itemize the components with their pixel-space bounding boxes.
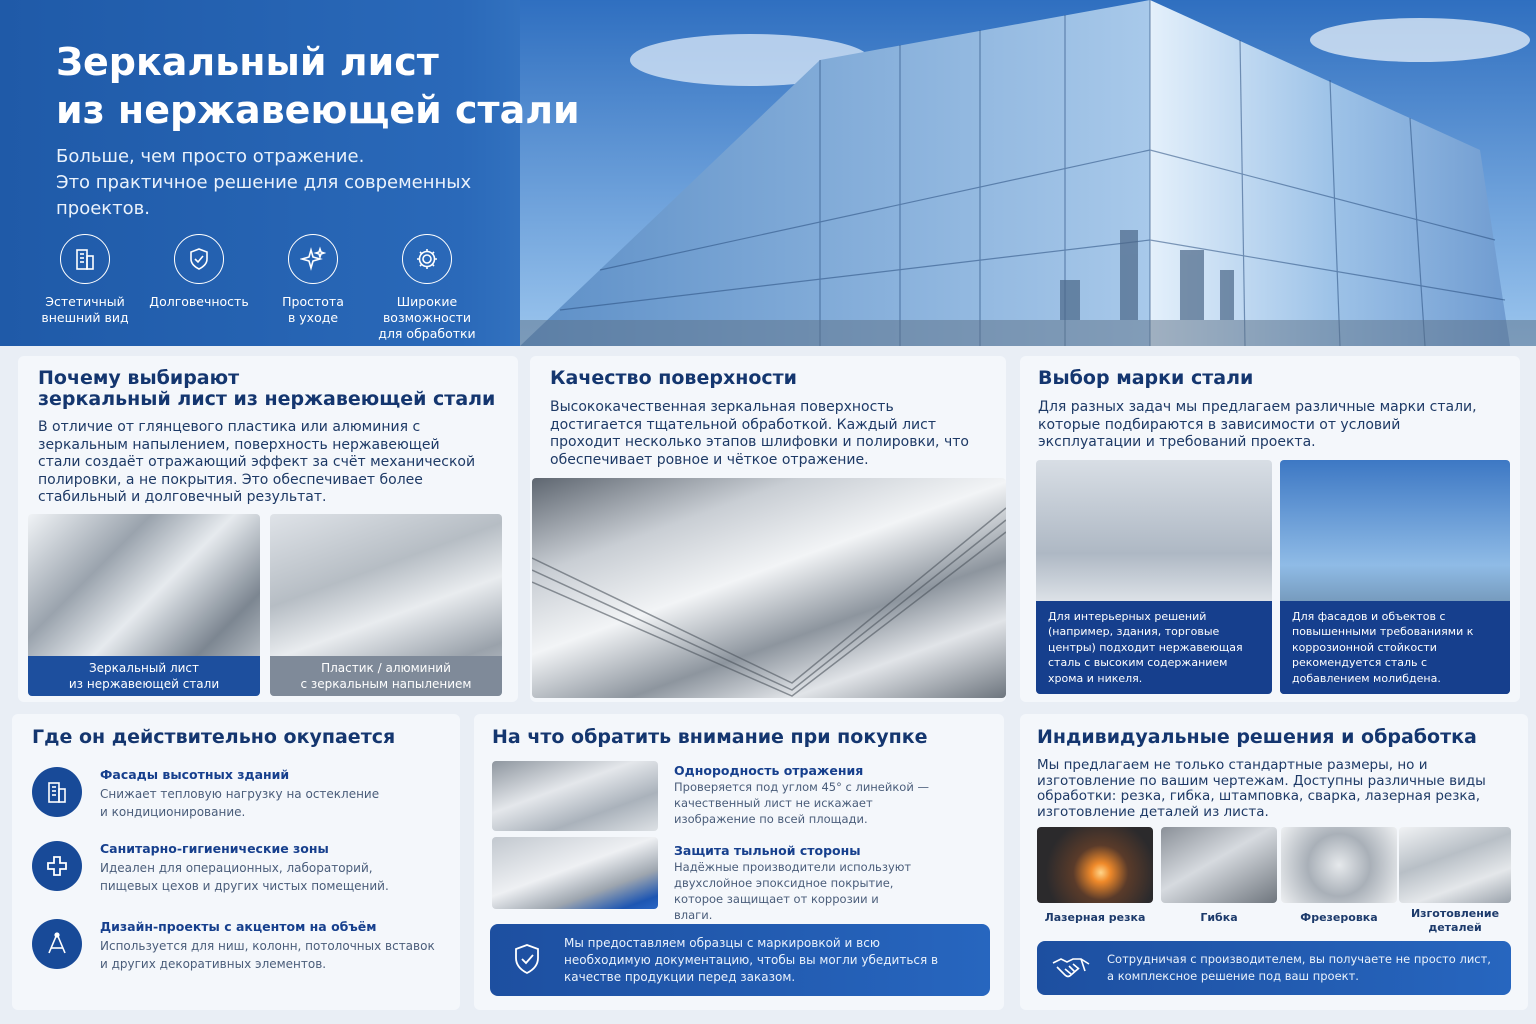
- handshake-icon: [1051, 953, 1091, 988]
- building-icon: [32, 767, 82, 817]
- building-icon: [60, 234, 110, 284]
- process-label: [1281, 911, 1397, 925]
- check1-text: Проверяется под углом 45° с линейкой — качественный лист не искажает изображение по всей площади.: [674, 780, 929, 826]
- payoff-item-title: Фасады высотных зданий: [100, 767, 290, 782]
- building-facade-image: [520, 0, 1536, 346]
- caption-line2: с зеркальным напылением: [300, 677, 472, 691]
- parts-fabrication-image: [1399, 827, 1511, 903]
- process-label-line2: деталей: [1428, 921, 1482, 934]
- bending-image: [1161, 827, 1277, 903]
- feature-label-line1: Долговечность: [149, 294, 249, 309]
- custom-title: Индивидуальные решения и обработка: [1037, 726, 1477, 748]
- grade-text: Для разных задач мы предлагаем различные марки стали, которые подбираются в зависимости от условий эксплуатации и требований проекта.: [1038, 399, 1477, 450]
- feature-durability: [142, 234, 256, 342]
- samples-note-text: Мы предоставляем образцы с маркировкой и всю необходимую документацию, чтобы вы могли убедиться в качестве продукции перед заказом.: [564, 936, 939, 984]
- hero-subtitle-line1: Больше, чем просто отражение.: [56, 146, 365, 167]
- milling-image: [1281, 827, 1397, 903]
- check2-title: Защита тыльной стороны: [674, 843, 861, 858]
- feature-processing: [370, 234, 484, 342]
- feature-easy-care: [256, 234, 370, 342]
- why-title: [38, 368, 495, 410]
- laser-cutting-image: [1037, 827, 1153, 903]
- feature-label-line2: возможности: [382, 310, 472, 325]
- shield-check-icon: [512, 942, 542, 981]
- purchase-panel: [474, 714, 1004, 1010]
- hero-subtitle: [56, 144, 526, 222]
- process-label-line1: Гибка: [1200, 911, 1238, 924]
- feature-label-line2: внешний вид: [41, 310, 129, 325]
- gear-icon: [402, 234, 452, 284]
- process-label: [1399, 907, 1511, 935]
- feature-aesthetic: [28, 234, 142, 342]
- payoff-item-text: [100, 859, 389, 895]
- sparkle-icon: [288, 234, 338, 284]
- plastic-aluminium-image: [270, 514, 502, 696]
- plastic-aluminium-caption: [270, 656, 502, 696]
- cooperation-note-line1: Сотрудничая с производителем, вы получаете не просто лист,: [1107, 952, 1491, 966]
- payoff-item-title: Санитарно-гигиенические зоны: [100, 841, 329, 856]
- samples-note: [490, 924, 990, 996]
- sheet-edges-graphic: [532, 478, 1006, 698]
- payoff-item-text-line1: Используется для ниш, колонн, потолочных вставок: [100, 939, 435, 953]
- custom-panel: [1020, 714, 1528, 1010]
- payoff-item-title: Дизайн-проекты с акцентом на объём: [100, 919, 377, 934]
- feature-label-line1: Широкие: [396, 294, 458, 309]
- grade-panel: [1020, 356, 1520, 702]
- hero-title-line2: из нержавеющей стали: [56, 88, 580, 132]
- check2-text: Надёжные производители используют двухслойное эпоксидное покрытие, которое защищает от коррозии и влаги.: [674, 860, 912, 922]
- quality-panel: [530, 356, 1006, 702]
- grade-title: Выбор марки стали: [1038, 367, 1254, 389]
- payoff-panel: [12, 714, 460, 1010]
- why-panel: [18, 356, 518, 702]
- cooperation-note: [1037, 941, 1511, 995]
- cooperation-note-line2: а комплексное решение под ваш проект.: [1107, 969, 1359, 983]
- payoff-item-text-line1: Снижает тепловую нагрузку на остекление: [100, 787, 380, 801]
- why-title-line1: Почему выбирают: [38, 367, 240, 389]
- ruler-reflection-image: [492, 761, 658, 831]
- design-compass-icon: [32, 919, 82, 969]
- process-label: [1037, 911, 1153, 925]
- quality-title: Качество поверхности: [550, 367, 797, 389]
- feature-label-line2: в уходе: [287, 310, 339, 325]
- purchase-title: На что обратить внимание при покупке: [492, 726, 928, 748]
- cooperation-note-text: [1107, 951, 1507, 985]
- process-label: [1161, 911, 1277, 925]
- caption-line2: из нержавеющей стали: [68, 677, 220, 691]
- hero-subtitle-line2: Это практичное решение для современных проектов.: [56, 172, 472, 219]
- caption-line1: Пластик / алюминий: [321, 661, 451, 675]
- payoff-item-text-line1: Идеален для операционных, лабораторий,: [100, 861, 373, 875]
- medical-cross-icon: [32, 841, 82, 891]
- payoff-item-text: [100, 937, 435, 973]
- check1-title: Однородность отражения: [674, 763, 864, 778]
- payoff-item-text-line2: и кондиционирование.: [100, 805, 246, 819]
- caption-line1: Зеркальный лист: [88, 661, 200, 675]
- why-title-line2: зеркальный лист из нержавеющей стали: [38, 388, 496, 410]
- process-label-line1: Лазерная резка: [1044, 911, 1146, 924]
- hero-title-line1: Зеркальный лист: [56, 40, 439, 84]
- why-text: В отличие от глянцевого пластика или алюминия с зеркальным напылением, поверхность нержавеющей стали создаёт отражающий эффект за счёт механической полировки, а не покрытия. Это обеспечивает более стабильный и долговечный результат.: [38, 419, 476, 505]
- facade-exterior-image: [1280, 460, 1510, 694]
- feature-label-line1: Эстетичный: [45, 294, 125, 309]
- payoff-item-text-line2: пищевых цехов и других чистых помещений.: [100, 879, 389, 893]
- facade-grade-caption: Для фасадов и объектов с повышенными требованиями к коррозионной стойкости рекомендуется сталь с добавлением молибдена.: [1280, 601, 1510, 695]
- hero-title: [56, 38, 580, 134]
- mirror-steel-caption: [28, 656, 260, 696]
- hero-banner: [0, 0, 1536, 346]
- mirror-steel-image: [28, 514, 260, 696]
- feature-label-line1: Простота: [282, 294, 344, 309]
- feature-list: [28, 234, 484, 342]
- payoff-title: Где он действительно окупается: [32, 726, 396, 748]
- feature-label-line3: для обработки: [378, 326, 476, 341]
- shield-icon: [174, 234, 224, 284]
- custom-text: Мы предлагаем не только стандартные размеры, но и изготовление по вашим чертежам. Доступны различные виды обработки: резка, гибка, штамповка, сварка, лазерная резка, изготовление деталей из листа.: [1037, 757, 1486, 820]
- interior-lobby-image: [1036, 460, 1272, 694]
- backside-coating-image: [492, 837, 658, 909]
- interior-grade-caption: Для интерьерных решений (например, здания, торговые центры) подходит нержавеющая сталь с высоким содержанием хрома и никеля.: [1036, 601, 1272, 695]
- process-label-line1: Изготовление: [1410, 907, 1500, 920]
- quality-text: Высококачественная зеркальная поверхность достигается тщательной обработкой. Каждый лист проходит несколько этапов шлифовки и полировки, что обеспечивает ровное и чёткое отражение.: [550, 399, 969, 468]
- payoff-item-text: [100, 785, 379, 821]
- steel-sheets-stack-image: [532, 478, 1006, 698]
- payoff-item-text-line2: и других декоративных элементов.: [100, 957, 327, 971]
- process-label-line1: Фрезеровка: [1300, 911, 1378, 924]
